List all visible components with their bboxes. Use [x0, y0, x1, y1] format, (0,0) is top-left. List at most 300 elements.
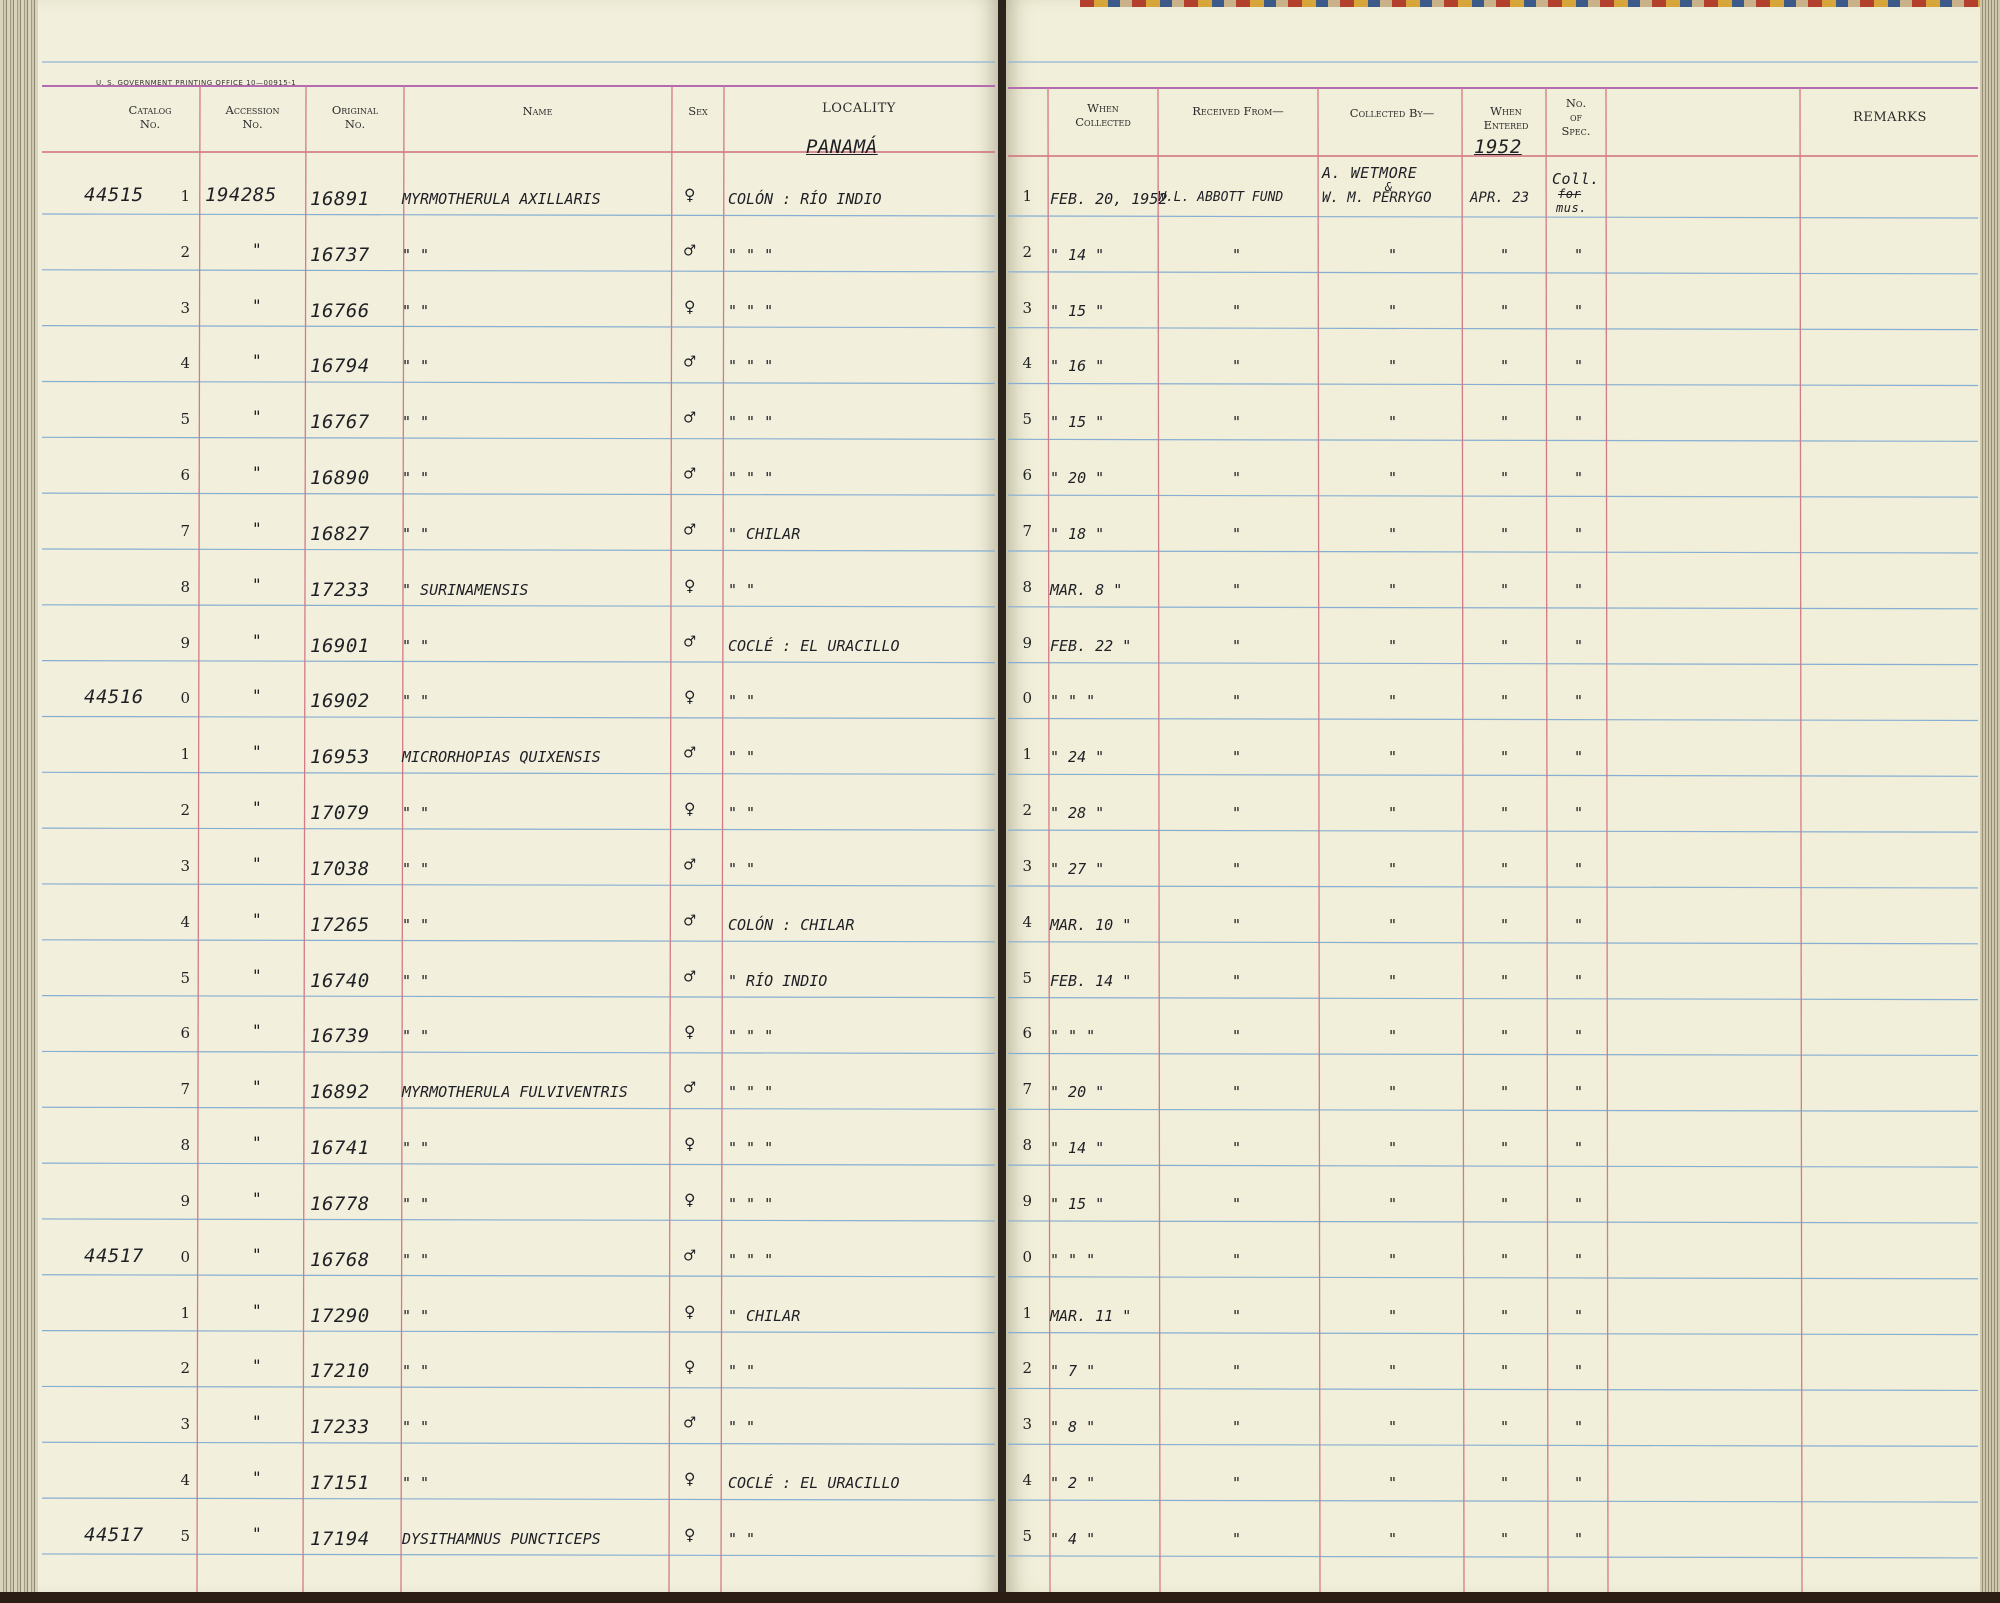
line-number: 1	[180, 1303, 190, 1322]
specimen-name: MYRMOTHERULA FULVIVENTRIS	[402, 1083, 628, 1102]
accession-number: "	[252, 853, 263, 873]
when-entered-cell: "	[1500, 1027, 1510, 1046]
original-number: 17265	[310, 913, 370, 936]
header-when-collected	[1048, 101, 1158, 129]
line-number: 2	[180, 1359, 190, 1378]
column-rule	[1546, 88, 1548, 1592]
when-collected-cell: " 15 "	[1050, 1194, 1105, 1213]
locality-cell: " " "	[728, 1250, 774, 1269]
header-when-entered	[1466, 104, 1546, 132]
collected-by-cell: "	[1388, 748, 1398, 767]
sex-symbol: ♂	[684, 1244, 696, 1267]
locality-cell: " "	[728, 804, 756, 823]
accession-number: "	[252, 965, 263, 985]
collected-by-cell: "	[1388, 245, 1398, 264]
no-spec-cell: "	[1574, 1418, 1584, 1437]
locality-cell: " RÍO INDIO	[728, 971, 828, 990]
specimen-name: MICRORHOPIAS QUIXENSIS	[402, 748, 601, 767]
specimen-name: " "	[402, 469, 430, 488]
ruled-line	[42, 1554, 995, 1556]
collected-by-cell: "	[1388, 1362, 1398, 1381]
right-line-number: 8	[1022, 577, 1032, 596]
sex-symbol: ♀	[684, 1468, 696, 1491]
ruled-line	[42, 1107, 995, 1109]
ruled-line	[1008, 1388, 1978, 1390]
accession-number: 194285	[205, 184, 277, 206]
when-entered-cell: "	[1500, 1250, 1510, 1269]
when-entered-cell: "	[1500, 636, 1510, 655]
collected-by-cell: "	[1388, 915, 1398, 934]
right-line-number: 7	[1022, 521, 1032, 540]
when-collected-cell: " 15 "	[1050, 413, 1105, 432]
specimen-name: " "	[402, 971, 430, 990]
original-number: 16739	[310, 1025, 370, 1048]
when-entered-cell: "	[1500, 580, 1510, 599]
sex-symbol: ♀	[684, 798, 696, 821]
catalog-number: 44515	[84, 184, 144, 206]
ruled-line	[42, 214, 995, 216]
column-rule	[721, 86, 724, 1592]
specimen-name: " "	[402, 1306, 430, 1325]
sex-symbol: ♂	[684, 1412, 696, 1435]
accession-number: "	[252, 1523, 263, 1543]
line-number: 4	[180, 1471, 190, 1490]
line-number: 8	[180, 1136, 190, 1155]
accession-number: "	[252, 1077, 263, 1097]
specimen-name: " SURINAMENSIS	[402, 580, 529, 599]
accession-number: "	[252, 351, 263, 371]
line-number: 5	[180, 410, 190, 429]
ruled-line	[1008, 1333, 1978, 1335]
sex-symbol: ♀	[684, 1523, 696, 1546]
locality-cell: COCLÉ : EL URACILLO	[728, 636, 900, 655]
sex-symbol: ♂	[684, 239, 696, 262]
when-entered-cell: "	[1500, 859, 1510, 878]
ruled-line	[1008, 830, 1978, 832]
original-number: 16767	[310, 411, 370, 434]
when-entered-cell: "	[1500, 1362, 1510, 1381]
no-spec-cell: "	[1574, 469, 1584, 488]
header-no-spec-line2: of	[1569, 110, 1583, 124]
right-line-number: 3	[1022, 856, 1032, 875]
locality-cell: " "	[728, 748, 756, 767]
line-number: 4	[180, 912, 190, 931]
ruled-line	[1008, 663, 1978, 665]
no-spec-cell: "	[1574, 1194, 1584, 1213]
header-accession-line2: No.	[242, 117, 263, 131]
when-entered-cell: "	[1500, 971, 1510, 990]
no-spec-cell: "	[1574, 1083, 1584, 1102]
when-collected-cell: " 27 "	[1050, 859, 1105, 878]
column-rule	[197, 86, 200, 1592]
when-collected-cell: " " "	[1050, 1250, 1096, 1269]
header-collected-by: Collected By—	[1349, 106, 1435, 120]
sex-symbol: ♀	[684, 574, 696, 597]
ruled-line	[1008, 998, 1978, 1000]
when-entered-cell: "	[1500, 1306, 1510, 1325]
column-rule	[1462, 88, 1464, 1592]
line-number: 3	[180, 1415, 190, 1434]
no-spec-cell: "	[1574, 1139, 1584, 1158]
header-when-entered-line2: Entered	[1483, 118, 1529, 132]
accession-number: "	[252, 1188, 263, 1208]
original-number: 16768	[310, 1248, 370, 1271]
ruled-line	[42, 270, 995, 272]
when-collected-cell: " 28 "	[1050, 804, 1105, 823]
when-collected-cell: MAR. 8 "	[1050, 580, 1123, 599]
accession-number: "	[252, 630, 263, 650]
line-number: 6	[180, 466, 190, 485]
when-collected-cell: " 14 "	[1050, 245, 1105, 264]
accession-number: "	[252, 1300, 263, 1320]
received-from-cell: W.L. ABBOTT FUND	[1158, 190, 1284, 205]
original-number: 17233	[310, 1416, 370, 1439]
right-line-number: 5	[1022, 968, 1032, 987]
when-collected-cell: MAR. 11 "	[1050, 1306, 1132, 1325]
ruled-line	[1008, 272, 1978, 274]
specimen-name: " "	[402, 1027, 430, 1046]
line-number: 8	[180, 577, 190, 596]
locality-cell: " "	[728, 1362, 756, 1381]
right-line-number: 5	[1022, 1526, 1032, 1545]
right-line-number: 3	[1022, 1415, 1032, 1434]
header-when-entered-line1: When	[1490, 104, 1522, 118]
when-entered-cell: "	[1500, 1083, 1510, 1102]
line-number: 1	[180, 745, 190, 764]
locality-cell: COCLÉ : EL URACILLO	[728, 1474, 900, 1493]
ruled-line	[1008, 1500, 1978, 1502]
sex-symbol: ♂	[684, 909, 696, 932]
ruled-line	[1008, 439, 1978, 441]
specimen-name: MYRMOTHERULA AXILLARIS	[402, 190, 601, 208]
received-from-cell: "	[1232, 1139, 1242, 1158]
line-number: 9	[180, 633, 190, 652]
no-spec-cell: "	[1574, 1250, 1584, 1269]
original-number: 17194	[310, 1527, 370, 1550]
no-spec-cell: "	[1574, 748, 1584, 767]
ruled-line	[1008, 1165, 1978, 1167]
collected-by-cell: "	[1388, 524, 1398, 543]
header-when-collected-line2: Collected	[1075, 115, 1131, 129]
no-spec-cell: "	[1574, 692, 1584, 711]
line-number: 3	[180, 298, 190, 317]
header-name: Name	[522, 104, 553, 118]
ruled-line	[1008, 607, 1978, 609]
right-line-number: 1	[1022, 187, 1032, 205]
collected-by-cell: "	[1388, 692, 1398, 711]
when-collected-cell: FEB. 14 "	[1050, 971, 1132, 990]
header-catalog-line2: No.	[139, 117, 161, 131]
column-rule	[1606, 88, 1608, 1592]
right-line-number: 9	[1022, 633, 1032, 652]
ruled-line	[1008, 942, 1978, 944]
locality-cell: " " "	[728, 245, 774, 264]
when-collected-cell: " 7 "	[1050, 1362, 1096, 1381]
specimen-name: " "	[402, 1250, 430, 1269]
specimen-name: " "	[402, 524, 430, 543]
ruled-line	[1008, 1221, 1978, 1223]
collected-by-heading: A. WETMORE	[1322, 164, 1418, 182]
column-rule	[1158, 88, 1160, 1592]
original-number: 16737	[310, 243, 370, 266]
line-number: 7	[180, 1080, 190, 1099]
sex-symbol: ♂	[684, 351, 696, 374]
original-number: 16890	[310, 467, 370, 490]
sex-symbol: ♀	[684, 295, 696, 318]
collected-by-cell: "	[1388, 1529, 1398, 1548]
received-from-cell: "	[1232, 636, 1242, 655]
no-spec-cell: "	[1574, 1362, 1584, 1381]
received-from-cell: "	[1232, 1083, 1242, 1102]
accession-number: "	[252, 798, 263, 818]
no-spec-cell: "	[1574, 301, 1584, 320]
when-collected-cell: MAR. 10 "	[1050, 915, 1132, 934]
accession-number: "	[252, 407, 263, 427]
no-spec-heading-1: Coll.	[1552, 170, 1600, 188]
sex-symbol: ♀	[684, 1021, 696, 1044]
sex-symbol: ♀	[684, 1188, 696, 1211]
no-spec-cell: "	[1574, 580, 1584, 599]
ruled-line	[42, 381, 995, 383]
locality-cell: " "	[728, 1418, 756, 1437]
when-collected-cell: " " "	[1050, 692, 1096, 711]
ruled-line	[1008, 1109, 1978, 1111]
ruled-line	[42, 716, 995, 718]
right-line-number: 0	[1022, 689, 1032, 708]
locality-cell: " " "	[728, 1083, 774, 1102]
no-spec-cell: "	[1574, 1529, 1584, 1548]
ruled-line	[42, 437, 995, 439]
received-from-cell: "	[1232, 469, 1242, 488]
ruled-line	[42, 326, 995, 328]
collected-by-cell: "	[1388, 580, 1398, 599]
received-from-cell: "	[1232, 859, 1242, 878]
header-catalog	[100, 103, 200, 131]
received-from-cell: "	[1232, 1529, 1242, 1548]
when-entered-cell: "	[1500, 245, 1510, 264]
locality-cell: " "	[728, 692, 756, 711]
specimen-name: " "	[402, 301, 430, 320]
right-line-number: 4	[1022, 1471, 1032, 1490]
sex-symbol: ♀	[684, 1356, 696, 1379]
catalog-number: 44517	[84, 1523, 144, 1546]
no-spec-cell: "	[1574, 636, 1584, 655]
right-line-number: 6	[1022, 466, 1032, 485]
ruled-line	[1008, 774, 1978, 776]
original-number: 17079	[310, 802, 370, 825]
when-collected-cell: " 24 "	[1050, 748, 1105, 767]
column-rule	[1800, 88, 1802, 1592]
when-entered-cell: "	[1500, 524, 1510, 543]
column-rule	[303, 86, 306, 1592]
accession-number: "	[252, 1133, 263, 1153]
accession-number: "	[252, 742, 263, 762]
original-number: 16741	[310, 1137, 370, 1160]
ruled-line	[1008, 886, 1978, 888]
no-spec-cell: "	[1574, 971, 1584, 990]
header-remarks: REMARKS	[1853, 110, 1927, 125]
when-entered-cell: APR. 23	[1470, 190, 1530, 206]
right-line-number: 7	[1022, 1080, 1032, 1099]
received-from-cell: "	[1232, 1306, 1242, 1325]
ruled-line	[1008, 1556, 1978, 1558]
sex-symbol: ♀	[684, 1133, 696, 1156]
original-number: 17233	[310, 578, 370, 601]
right-line-number: 2	[1022, 801, 1032, 820]
specimen-name: " "	[402, 1194, 430, 1213]
received-from-cell: "	[1232, 915, 1242, 934]
header-sex: Sex	[688, 104, 708, 118]
ruled-line	[42, 884, 995, 886]
locality-cell: " "	[728, 580, 756, 599]
collected-by-cell: "	[1388, 971, 1398, 990]
locality-cell: " "	[728, 859, 756, 878]
no-spec-heading-3: mus.	[1556, 201, 1587, 215]
accession-number: "	[252, 1468, 263, 1488]
ruled-line	[1008, 328, 1978, 330]
ruled-line	[42, 940, 995, 942]
when-entered-cell: "	[1500, 1194, 1510, 1213]
accession-number: "	[252, 518, 263, 538]
ruled-line	[1008, 718, 1978, 720]
when-entered-heading: 1952	[1474, 136, 1522, 158]
locality-cell: " " "	[728, 357, 774, 376]
when-collected-cell: FEB. 22 "	[1050, 636, 1132, 655]
right-line-number: 1	[1022, 745, 1032, 764]
no-spec-cell: "	[1574, 1027, 1584, 1046]
when-entered-cell: "	[1500, 413, 1510, 432]
when-entered-cell: "	[1500, 1474, 1510, 1493]
header-no-spec-line1: No.	[1565, 96, 1587, 110]
received-from-cell: "	[1232, 1418, 1242, 1437]
collected-by-cell: "	[1388, 1474, 1398, 1493]
line-number: 9	[180, 1191, 190, 1210]
received-from-cell: "	[1232, 245, 1242, 264]
collected-by-cell: "	[1388, 1250, 1398, 1269]
collected-by-cell: "	[1388, 804, 1398, 823]
ruled-line	[1008, 1277, 1978, 1279]
when-entered-cell: "	[1500, 1139, 1510, 1158]
specimen-name: " "	[402, 915, 430, 934]
accession-number: "	[252, 295, 263, 315]
original-number: 16778	[310, 1192, 370, 1215]
received-from-cell: "	[1232, 804, 1242, 823]
no-spec-cell: "	[1574, 245, 1584, 264]
specimen-name: " "	[402, 1362, 430, 1381]
accession-number: "	[252, 463, 263, 483]
when-entered-cell: "	[1500, 1418, 1510, 1437]
collected-by-cell: "	[1388, 1418, 1398, 1437]
line-number: 2	[180, 242, 190, 261]
received-from-cell: "	[1232, 413, 1242, 432]
ruled-line	[42, 1051, 995, 1053]
locality-cell: " " "	[728, 413, 774, 432]
header-accession-line1: Accession	[225, 103, 280, 117]
when-collected-cell: FEB. 20, 1952	[1050, 190, 1168, 208]
ruled-line	[1008, 1053, 1978, 1055]
right-line-number: 1	[1022, 1303, 1032, 1322]
original-number: 17151	[310, 1472, 370, 1495]
original-number: 16891	[310, 188, 370, 210]
ruled-line	[42, 1331, 995, 1333]
locality-cell: " "	[728, 1529, 756, 1548]
sex-symbol: ♂	[684, 1077, 696, 1100]
sex-symbol: ♀	[684, 184, 696, 206]
right-line-number: 8	[1022, 1136, 1032, 1155]
locality-cell: " " "	[728, 469, 774, 488]
specimen-name: " "	[402, 1418, 430, 1437]
line-number: 3	[180, 856, 190, 875]
catalog-number: 44517	[84, 1244, 144, 1267]
accession-number: "	[252, 1021, 263, 1041]
accession-number: "	[252, 686, 263, 706]
sex-symbol: ♀	[684, 686, 696, 709]
locality-heading: PANAMÁ	[806, 136, 878, 158]
original-number: 16901	[310, 634, 370, 657]
received-from-cell: "	[1232, 1474, 1242, 1493]
column-rule	[1318, 88, 1320, 1592]
ruled-line	[42, 605, 995, 607]
sex-symbol: ♂	[684, 742, 696, 765]
collected-by-cell: "	[1388, 859, 1398, 878]
line-number: 4	[180, 354, 190, 373]
ruled-line	[42, 549, 995, 551]
right-line-number: 5	[1022, 410, 1032, 429]
sex-symbol: ♂	[684, 853, 696, 876]
collected-by-cell: "	[1388, 1027, 1398, 1046]
ruled-line	[42, 1386, 995, 1388]
received-from-cell: "	[1232, 1250, 1242, 1269]
received-from-cell: "	[1232, 1194, 1242, 1213]
when-collected-cell: " " "	[1050, 1027, 1096, 1046]
received-from-cell: "	[1232, 1362, 1242, 1381]
sex-symbol: ♂	[684, 518, 696, 541]
header-original	[305, 103, 405, 131]
line-number: 5	[180, 968, 190, 987]
header-locality: LOCALITY	[822, 101, 896, 116]
header-received-from: Received From—	[1192, 104, 1284, 118]
received-from-cell: "	[1232, 1027, 1242, 1046]
when-collected-cell: " 20 "	[1050, 1083, 1105, 1102]
original-number: 17038	[310, 857, 370, 880]
locality-cell: " " "	[728, 1139, 774, 1158]
collected-by-cell: "	[1388, 1194, 1398, 1213]
accession-number: "	[252, 574, 263, 594]
original-number: 16902	[310, 690, 370, 713]
when-collected-cell: " 14 "	[1050, 1139, 1105, 1158]
sex-symbol: ♀	[684, 1300, 696, 1323]
original-number: 16827	[310, 522, 370, 545]
ruled-line	[42, 1163, 995, 1165]
accession-number: "	[252, 239, 263, 259]
header-no-spec	[1546, 96, 1606, 138]
ruled-line	[42, 1498, 995, 1500]
ruled-line	[42, 1275, 995, 1277]
when-collected-cell: " 4 "	[1050, 1529, 1096, 1548]
header-when-collected-line1: When	[1087, 101, 1119, 115]
line-number: 1	[180, 187, 190, 205]
specimen-name: " "	[402, 1474, 430, 1493]
right-line-number: 6	[1022, 1024, 1032, 1043]
when-collected-cell: " 15 "	[1050, 301, 1105, 320]
locality-cell: " " "	[728, 1194, 774, 1213]
original-number: 16740	[310, 969, 370, 992]
no-spec-heading-2: for	[1558, 187, 1582, 201]
accession-number: "	[252, 1244, 263, 1264]
collected-by-cell: "	[1388, 301, 1398, 320]
header-catalog-line1: Catalog	[128, 103, 172, 117]
no-spec-cell: "	[1574, 859, 1584, 878]
